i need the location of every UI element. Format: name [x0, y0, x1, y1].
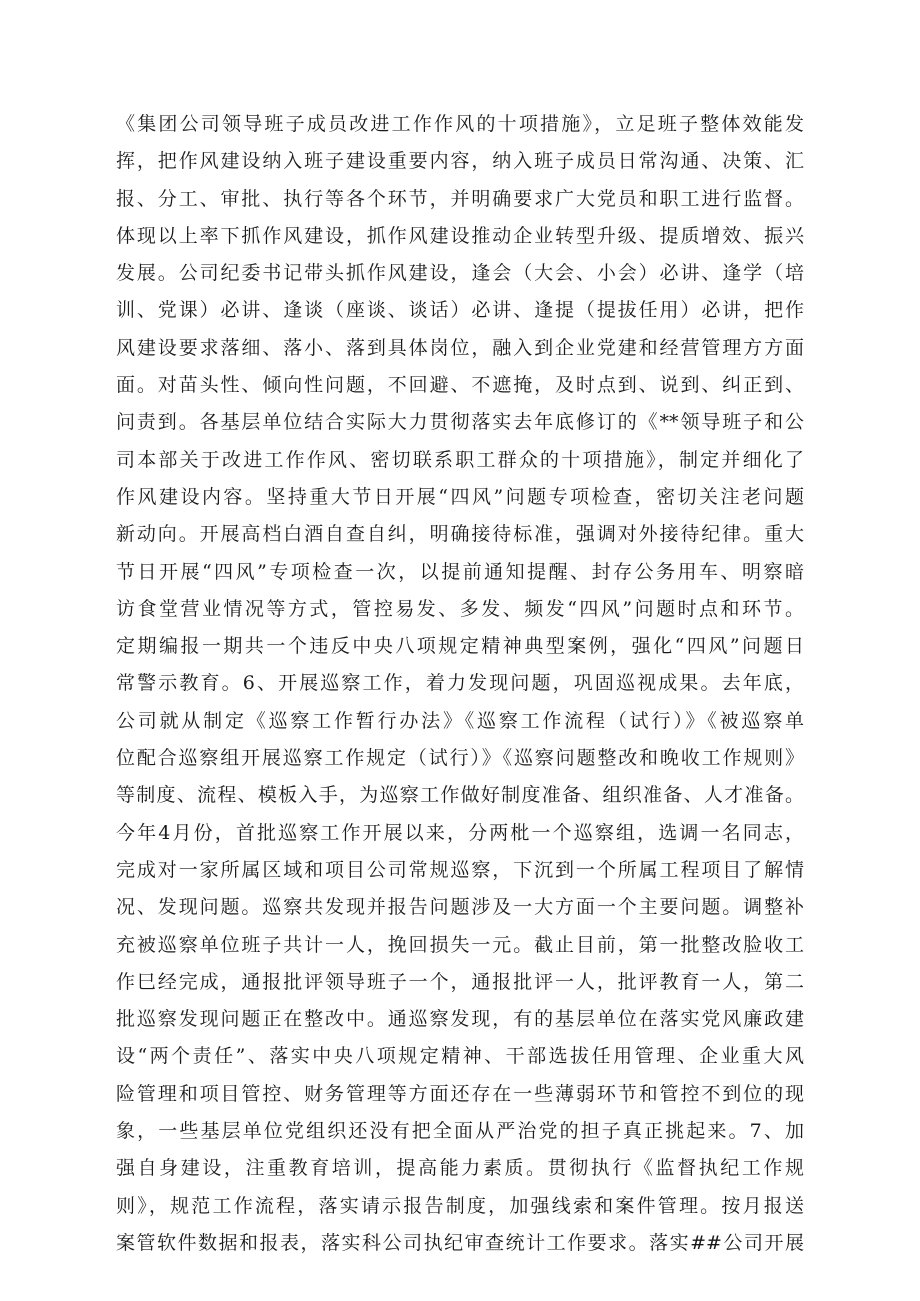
text-line: 挥，把作风建设纳入班子建设重要内容，纳入班子成员日常沟通、决策、汇 [116, 150, 804, 173]
text-line: 充被巡察单位班子共计一人，挽回损失一元。截止目前，第一批整改脸收工 [116, 933, 804, 956]
text-line: 司本部关于改进工作作风、密切联系职工群众的十项措施》，制定并细化了 [116, 448, 804, 471]
text-line: 完成对一家所属区域和项目公司常规巡察，下沉到一个所属工程项目了解情 [116, 858, 804, 881]
text-line: 则》，规范工作流程，落实请示报告制度，加强线索和案件管理。按月报送 [116, 1194, 804, 1217]
text-line: 问责到。各基层单位结合实际大力贯彻落实去年底修订的《**领导班子和公 [116, 411, 804, 434]
text-line: 风建设要求落细、落小、落到具体岗位，融入到企业党建和经营管理方方面 [116, 336, 804, 359]
text-line: 批巡察发现问题正在整改中。通巡察发现，有的基层单位在落实党风廉政建 [116, 1008, 804, 1031]
text-line: 况、发现问题。巡察共发现并报告问题涉及一大方面一个主要问题。调整补 [116, 896, 804, 919]
text-line: 定期编报一期共一个违反中央八项规定精神典型案例，强化“四风”问题日 [116, 635, 804, 658]
text-line: 体现以上率下抓作风建设，抓作风建设推动企业转型升级、提质增效、振兴 [116, 224, 804, 247]
text-line: 位配合巡察组开展巡察工作规定（试行）》《巡察问题整改和晚收工作规则》 [116, 747, 804, 770]
text-line: 作巳经完成，通报批评领导班子一个，通报批评一人，批评教育一人，第二 [116, 970, 804, 993]
text-line: 《集团公司领导班子成员改进工作作风的十项措施》，立足班子整体效能发 [116, 113, 804, 135]
text-line: 访食堂营业情况等方式，管控易发、多发、频发“四风”问题时点和环节。 [116, 597, 804, 620]
text-line: 险管理和项目管控、财务管理等方面还存在一些薄弱环节和管控不到位的现 [116, 1082, 804, 1105]
text-line: 训、党课）必讲、逢谈（座谈、谈话）必讲、逢提（提拔任用）必讲，把作 [116, 299, 804, 322]
text-line: 等制度、流程、模板入手，为巡察工作做好制度准备、组织准备、人才准备。 [116, 784, 804, 807]
text-line: 面。对苗头性、倾向性问题，不回避、不遮掩，及时点到、说到、纠正到、 [116, 374, 804, 397]
text-line: 新动向。开展高档白酒自查自纠，明确接待标准，强调对外接待纪律。重大 [116, 523, 804, 546]
body-paragraph [116, 106, 804, 1262]
text-line: 发展。公司纪委书记带头抓作风建设，逢会（大会、小会）必讲、逢学（培 [116, 262, 804, 285]
text-line: 常警示教育。6、开展巡察工作，着力发现问题，巩固巡视成果。去年底， [116, 672, 804, 695]
text-line: 象，一些基层单位党组织还没有把全面从严治党的担子真正挑起来。7、加 [116, 1120, 804, 1143]
text-line: 强自身建设，注重教育培训，提高能力素质。贯彻执行《监督执纪工作规 [116, 1157, 804, 1180]
text-line: 节日开展“四风”专项检查一次，以提前通知提醒、封存公务用车、明察暗 [116, 560, 804, 583]
text-line: 案管软件数据和报表，落实科公司执纪审查统计工作要求。落实##公司开展 [116, 1231, 804, 1254]
text-line: 公司就从制定《巡察工作暂行办法》《巡察工作流程（试行）》《被巡察单 [116, 709, 804, 732]
text-line: 设“两个责任”、落实中央八项规定精神、干部选拔任用管理、企业重大风 [116, 1045, 804, 1068]
text-line: 今年4月份，首批巡察工作开展以来，分两枇一个巡察组，选调一名同志， [116, 821, 804, 844]
text-line: 作风建设内容。坚持重大节日开展“四风”问题专项检查，密切关注老问题 [116, 485, 804, 508]
text-line: 报、分工、审批、执行等各个环节，并明确要求广大党员和职工进行监督。 [116, 187, 804, 210]
